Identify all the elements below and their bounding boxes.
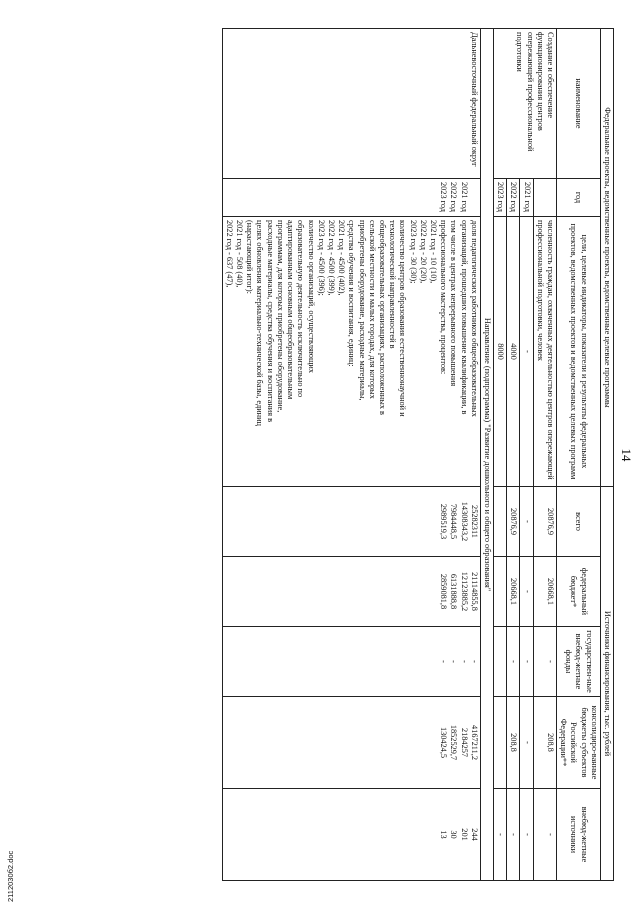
- row2-regional-2022: 1852529,7: [449, 724, 459, 761]
- row1-year-2022: 2022 год: [507, 179, 520, 217]
- row2-federal: 21114855,8: [469, 572, 479, 611]
- goal-line: программам, для которых приобретены оборудование,: [275, 220, 285, 413]
- row1-federal-2021: -: [520, 557, 533, 627]
- row2-year-2023: 2023 год: [439, 182, 449, 212]
- row1-year-2021: 2021 год: [520, 179, 533, 217]
- header-sources: Источники финансирования, тыс. рублей: [600, 487, 613, 881]
- row2-extra-2023: 13: [439, 830, 449, 839]
- row1-goal: численность граждан, охваченных деятельностью центров опережающей профессиональной подготовки, человек: [533, 217, 556, 487]
- row2-name: Дальневосточный федеральный округ: [222, 29, 480, 179]
- goal-line: образовательную деятельность исключительно по: [296, 220, 306, 398]
- section-row: [480, 29, 493, 881]
- goal-line: (нарастающий итог):: [245, 220, 255, 294]
- header-extra: внебюд-жетные источники: [556, 789, 600, 881]
- goal-line: 2023 год - 30 (30);: [408, 220, 418, 284]
- row2-federal-2021: 12123885,2: [459, 571, 469, 612]
- table-row: [222, 29, 480, 881]
- header-state-funds: государствен-ные внебюд-жетные фонды: [556, 627, 600, 697]
- goal-line: расходные материалы, средства обучения и воспитания в: [265, 220, 275, 423]
- row2-goal: [222, 217, 480, 487]
- row1-name: Создание и обеспечение функционирования центров опережающей профессиональной подготовки: [493, 29, 556, 179]
- row1-federal: 20668,1: [533, 557, 556, 627]
- table-row: [533, 29, 556, 881]
- header-year: год: [556, 179, 600, 217]
- row2-regional: 4167211,2: [469, 725, 479, 760]
- row2-state: -: [469, 660, 479, 663]
- page-number: 14: [619, 448, 634, 462]
- row1-extra-2023: -: [493, 789, 506, 881]
- row1-state: -: [533, 627, 556, 697]
- row2-extra-2021: 201: [459, 828, 469, 841]
- row1-state-2021: -: [520, 627, 533, 697]
- row1-total-2021: -: [520, 487, 533, 557]
- goal-line: количество организаций, осуществляющих: [306, 220, 316, 373]
- row1-regional-2022: 208,8: [507, 697, 520, 789]
- section-title: Направление (подпрограмма) "Развитие дошкольного и общего образования": [480, 29, 493, 881]
- row2-regional-2023: 130424,5: [439, 726, 449, 759]
- row1-regional-2021: -: [520, 697, 533, 789]
- row1-extra-2021: -: [520, 789, 533, 881]
- doc-code: 2112030б2.doc: [6, 850, 15, 902]
- goal-line: профессионального мастерства, процентов:: [439, 220, 449, 375]
- goal-line: технологической направленностей в: [388, 220, 398, 349]
- program-table: [222, 28, 614, 881]
- row2-extra-2022: 30: [449, 830, 459, 839]
- goal-line: доля педагогических работников общеобразовательных: [469, 220, 479, 417]
- goal-line: адаптированным основным общеобразовательным: [286, 220, 296, 400]
- row2-extra: 244: [469, 828, 479, 841]
- row1-year-2023: 2023 год: [493, 179, 506, 217]
- row1-federal-2022: 20668,1: [507, 557, 520, 627]
- row2-state-2022: -: [449, 660, 459, 663]
- goal-line: 2021 год - 4500 (402),: [337, 220, 347, 296]
- row1-goal-2021: -: [520, 217, 533, 487]
- row2-state-2021: -: [459, 660, 469, 663]
- row1-regional: 208,8: [533, 697, 556, 789]
- row1-extra-2022: -: [507, 789, 520, 881]
- header-goals: цели, целевые индикаторы, показатели и результаты федеральных проектов, ведомственных проектов и ведомственных целевых программ: [556, 217, 600, 487]
- goal-line: том числе в центрах непрерывного повышения: [449, 220, 459, 387]
- goal-line: организаций, прошедших повышение квалификации, в: [459, 220, 469, 415]
- header-federal: федеральный бюджет*: [556, 557, 600, 627]
- row2-total-2022: 7984448,5: [449, 503, 459, 540]
- row2-regional-2021: 2184257: [459, 727, 469, 758]
- goal-line: 2022 год - 637 (47),: [224, 220, 234, 288]
- goal-line: 2021 год - 508 (40),: [235, 220, 245, 288]
- row2-total-2023: 2989519,3: [439, 503, 449, 540]
- doc-code-stamp: [6, 850, 16, 902]
- row2-total-2021: 14308343,2: [459, 501, 469, 542]
- goal-line: количество центров образования естественнонаучной и: [398, 220, 408, 417]
- row1-goal-2023: 8000: [493, 217, 506, 487]
- row1-goal-2022: 4000: [507, 217, 520, 487]
- goal-line: 2023 год - 4500 (396);: [316, 220, 326, 296]
- goal-line: общеобразовательных организациях, расположенных в: [377, 220, 387, 415]
- goal-line: средства обучения и воспитания, единиц:: [347, 220, 357, 367]
- goal-line: сельской местности и малых городах, для которых: [367, 220, 377, 399]
- row2-federal-2022: 6131888,8: [449, 573, 459, 610]
- goal-line: 2022 год - 20 (20),: [418, 220, 428, 284]
- header-name: наименование: [556, 29, 600, 179]
- goal-line: 2021 год - 10 (10),: [428, 220, 438, 284]
- goal-line: целях обновления материально-технической базы, единиц: [255, 220, 265, 426]
- header-group: Федеральные проекты, ведомственные проекты, ведомственные целевые программы: [600, 29, 613, 487]
- row2-year-2021: 2021 год: [459, 182, 469, 212]
- row1-total: 20876,9: [533, 487, 556, 557]
- rotated-page: [38, 20, 638, 890]
- goal-line: 2022 год - 4500 (399),: [326, 220, 336, 296]
- row1-total-2022: 20876,9: [507, 487, 520, 557]
- header-regional: консолидиро-ванные бюджеты субъектов Российской Федерации**: [556, 697, 600, 789]
- row1-extra: -: [533, 789, 556, 881]
- row2-total: 25282311: [469, 505, 479, 538]
- goal-line: приобретены оборудование, расходные материалы,: [357, 220, 367, 401]
- row2-federal-2023: 2859081,8: [439, 573, 449, 610]
- header-total: всего: [556, 487, 600, 557]
- row2-year-2022: 2022 год: [449, 182, 459, 212]
- row2-state-2023: -: [439, 660, 449, 663]
- row1-state-2022: -: [507, 627, 520, 697]
